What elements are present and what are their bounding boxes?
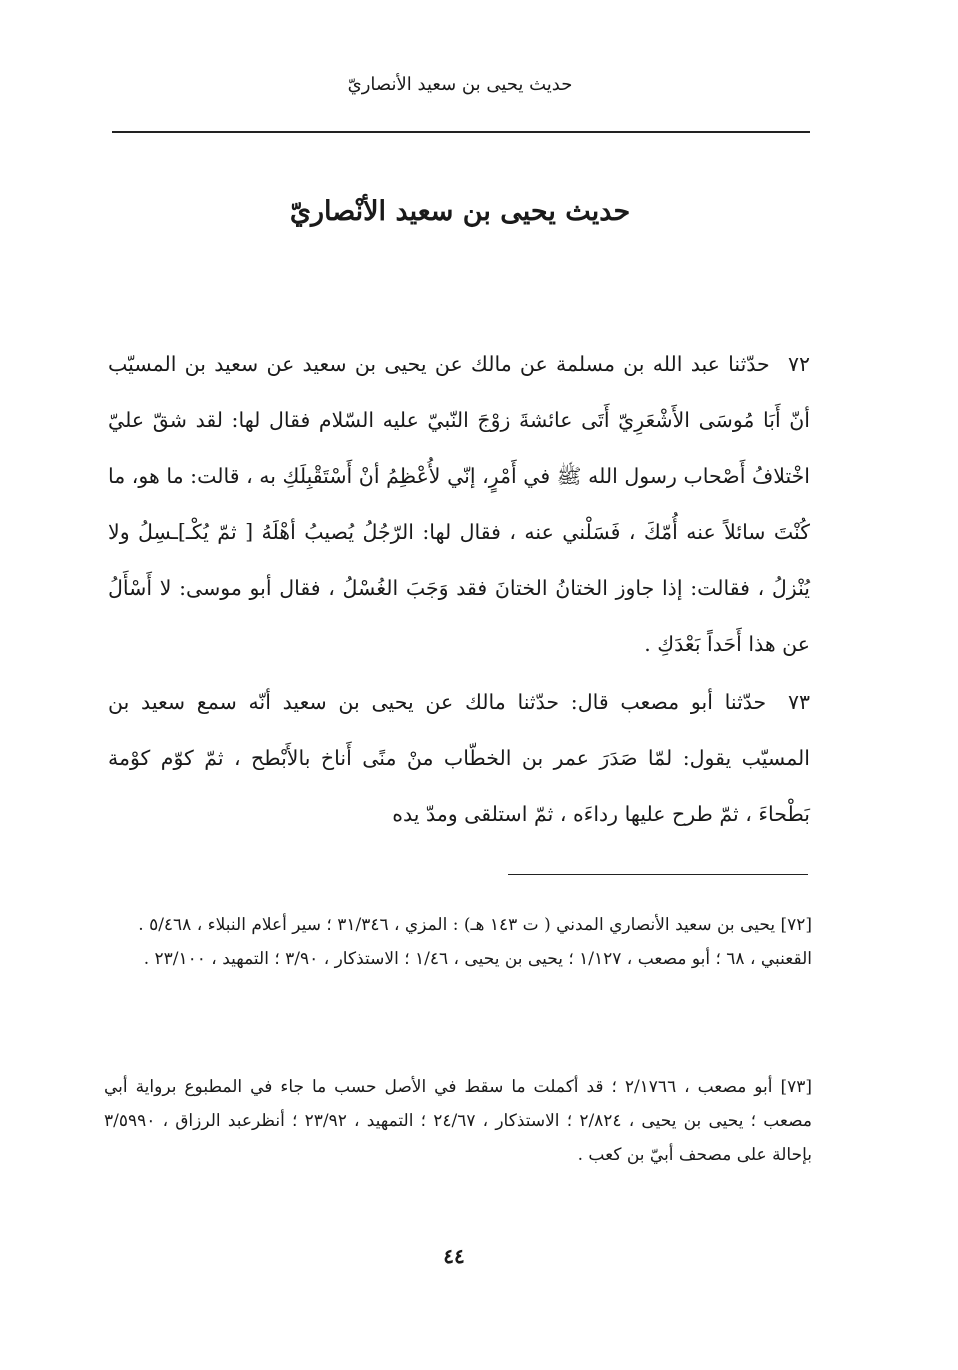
entry-number: ٧٢ bbox=[787, 352, 810, 376]
footnote-text: [٧٣] أبو مصعب ، ٢/١٧٦٦ ؛ قد أكملت ما سقط في الأصل حسب ما جاء في المطبوع برواية أبي مصعب ؛ يحيى بن يحيى ، ٢/٨٢٤ ؛ الاستذكار ، ٢٤/٦٧ ؛ التمهيد ، ٢٣/٩٢ ؛ أنظرعبد الرزاق ، ٣/٥٩٩٠ بإحالة على مصحف أبيّ بن كعب . bbox=[104, 1077, 812, 1165]
footnote-text: [٧٢] يحيى بن سعيد الأنصاري المدني ( ت ١٤٣ هـ) : المزي ، ٣١/٣٤٦ ؛ سير أعلام النبلاء ، ٥/٤٦٨ . bbox=[138, 915, 812, 935]
entry-text: حدّثنا أبو مصعب قال: حدّثنا مالك عن يحيى بن سعيد أنّه سمع سعيد بن المسيّب يقول: لمّا صَدَرَ عمر بن الخطّاب منْ منًى أَناخ بالأَبْطح ، ثمّ كوّم كوْمة بَطْحاءَ ، ثمّ طرح عليها رداءَه ، ثمّ استلقى ومدّ يده bbox=[108, 690, 810, 826]
footnote-text: القعنبي ، ٦٨ ؛ أبو مصعب ، ١/١٢٧ ؛ يحيى بن يحيى ، ١/٤٦ ؛ الاستذكار ، ٣/٩٠ ؛ التمهيد ، ٢٣/١٠٠ . bbox=[143, 949, 812, 969]
header-divider bbox=[112, 131, 810, 133]
hadith-entry-73 bbox=[108, 674, 810, 842]
entry-text: حدّثنا عبد الله بن مسلمة عن مالك عن يحيى بن سعيد عن سعيد بن المسيّب أنّ أَبَا مُوسَى الأَشْعَرِيّ أَتَى عائشةَ زوْجَ النّبيّ عليه السّلام فقال لها: لقد شقّ عليّ اخْتلافُ أَصْحاب رسول الله ﷺ في أَمْرٍ، إنّي لأُعْظِمُ أنْ أَسْتَقْبِلَكِ به ، قالت: ما هو، ما كُنْتَ سائلاً عنه أُمّكَ ، فَسَلْني عنه ، فقال لها: الرّجُلُ يُصيبُ أهْلَهُ [ ثمّ يُكْـ]ـسِلُ ولا يُنْزلُ ، فقالت: إذا جاوز الختانُ الختانَ فقد وَجَبَ الغُسْلُ ، فقال أبو موسى: لا أَسْأَلُ عن هذا أَحَداً بَعْدَكِ . bbox=[108, 352, 810, 656]
footnote-73 bbox=[104, 1070, 812, 1172]
footnote-divider bbox=[508, 874, 808, 875]
page-number: ٤٤ bbox=[443, 1244, 465, 1268]
hadith-entry-72 bbox=[108, 336, 810, 672]
footnote-72 bbox=[104, 908, 812, 976]
entry-number: ٧٣ bbox=[787, 690, 810, 714]
running-header: حديث يحيى بن سعيد الأنصاريّ bbox=[347, 74, 573, 95]
chapter-title: حديث يحيى بن سعيد الأنْصاريّ bbox=[289, 196, 631, 227]
